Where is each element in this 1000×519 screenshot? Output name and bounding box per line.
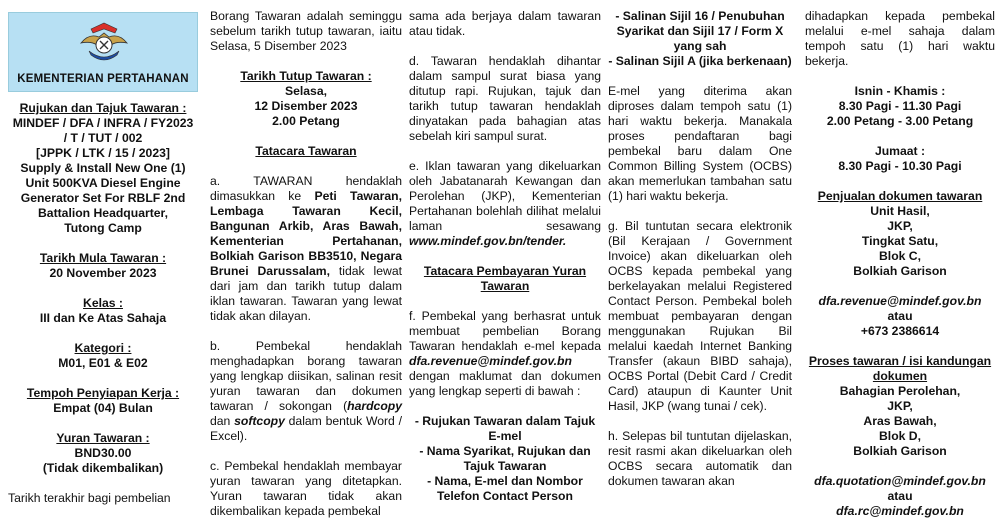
requirement-item: - Nama Syarikat, Rujukan dan Tajuk Tawaran [419, 444, 591, 473]
address-line: Blok C, [879, 249, 921, 263]
payment-procedure-heading: Tatacara Pembayaran Yuran Tawaran [423, 264, 587, 293]
revenue-email-link[interactable]: dfa.revenue@mindef.gov.bn [409, 354, 572, 368]
paragraph-h: h. Selepas bil tuntutan dijelaskan, resit rasmi akan dikeluarkan oleh OCBS secara automatik dan dokumen tawaran akan [608, 429, 792, 488]
reference-line: Generator Set For RBLF 2nd [20, 191, 186, 205]
paragraph-h-continued: dihadapkan kepada pembekal melalui e-mel sahaja dalam tempoh satu (1) hari waktu bekerja. [805, 9, 995, 68]
procedure-heading: Tatacara Tawaran [255, 144, 357, 158]
friday-hours-heading: Jumaat : [874, 144, 926, 158]
paragraph-c: c. Pembekal hendaklah membayar yuran tawaran yang ditetapkan. Yuran tawaran tidak akan dikembalikan kepada pembekal [210, 459, 402, 518]
rc-email-link[interactable]: dfa.rc@mindef.gov.bn [836, 504, 964, 518]
fee-note: (Tidak dikembalikan) [42, 461, 164, 475]
kementerian-pertahanan-emblem [79, 19, 129, 69]
reference-line: Supply & Install New One (1) [20, 161, 186, 175]
email-requirements-list [409, 414, 601, 504]
requirement-item: - Nama, E-mel dan Nombor Telefon Contact Person [427, 474, 583, 503]
address-line: Bolkiah Garison [853, 264, 947, 278]
start-date-heading: Tarikh Mula Tawaran : [39, 251, 167, 265]
column-4 [608, 0, 792, 488]
weekday-hours-heading: Isnin - Khamis : [854, 84, 946, 98]
completion-period-value: Empat (04) Bulan [53, 401, 153, 415]
category-value: M01, E01 & E02 [58, 356, 148, 370]
column-1 [8, 0, 198, 505]
tender-website-link[interactable]: www.mindef.gov.bn/tender. [409, 234, 567, 248]
document-sales-heading: Penjualan dokumen tawaran [817, 189, 983, 203]
or-label: atau [887, 489, 913, 503]
document-requirements-list [608, 9, 792, 69]
email-processing-paragraph: E-mel yang diterima akan diproses dalam tempoh satu (1) hari waktu bekerja. Manakala proses pendaftaran bagi pembekal baru dalam One Common Billing System (OCBS) akan memerlukan tambahan satu (1) hari waktu bekerja. [608, 84, 792, 203]
friday-hours: 8.30 Pagi - 10.30 Pagi [838, 159, 962, 173]
paragraph-g: g. Bil tuntutan secara elektronik (Bil Kerajaan / Government Invoice) akan dikeluarkan oleh OCBS kepada pembekal yang berkelayakan melalui Registered Contact Person. Pembekal boleh membuat pembayaran dengan menggunakan Rujukan Bil melalui kaedah Internet Banking Transfer (akaun BIBD sahaja), OCBS Portal (Debit Card / Credit Card) ataupun di Kaunter Unit Hasil, JKP (wang tunai / cek). [608, 219, 792, 413]
column-5 [805, 0, 995, 518]
weekday-hours-morning: 8.30 Pagi - 11.30 Pagi [838, 99, 962, 113]
closing-day: Selasa, [284, 84, 327, 98]
paragraph-c-continued: sama ada berjaya dalam tawaran atau tidak. [409, 9, 601, 38]
completion-period-heading: Tempoh Penyiapan Kerja : [26, 386, 180, 400]
start-date-value: 20 November 2023 [49, 266, 157, 280]
category-heading: Kategori : [74, 341, 132, 355]
address-line: Aras Bawah, [863, 414, 937, 428]
requirement-item: - Rujukan Tawaran dalam Tajuk E-mel [414, 414, 596, 443]
closing-date: 12 Disember 2023 [254, 99, 358, 113]
column-3 [409, 0, 601, 503]
reference-line: MINDEF / DFA / INFRA / FY2023 [12, 116, 194, 130]
address-line: Blok D, [879, 429, 921, 443]
address-line: Bolkiah Garison [853, 444, 947, 458]
address-line: JKP, [887, 219, 913, 233]
sales-phone[interactable]: +673 2386614 [860, 324, 940, 338]
closing-date-heading: Tarikh Tutup Tawaran : [240, 69, 372, 83]
address-line: JKP, [887, 399, 913, 413]
paragraph-d: d. Tawaran hendaklah dihantar dalam sampul surat biasa yang ditutup rapi. Rujukan, tajuk dan tarikh tutup tawaran hendaklah dinyatakan pada bahagian atas sebelah kiri sampul surat. [409, 54, 601, 143]
column-2 [210, 0, 402, 518]
reference-line: / T / TUT / 002 [63, 131, 143, 145]
weekday-hours-afternoon: 2.00 Petang - 3.00 Petang [826, 114, 974, 128]
address-line: Unit Hasil, [870, 204, 930, 218]
sales-email-link[interactable]: dfa.revenue@mindef.gov.bn [818, 294, 982, 308]
paragraph-f: f. Pembekal yang berhasrat untuk membuat pembelian Borang Tawaran hendaklah e-mel kepada dfa.revenue@mindef.gov.bn dengan maklumat dan dokumen yang lengkap seperti di bawah : [409, 309, 601, 398]
address-line: Tingkat Satu, [861, 234, 939, 248]
class-value: III dan Ke Atas Sahaja [39, 311, 167, 325]
intro-paragraph: Borang Tawaran adalah seminggu sebelum tarikh tutup tawaran, iaitu Selasa, 5 Disember 2023 [210, 9, 402, 53]
closing-time: 2.00 Petang [272, 114, 340, 128]
paragraph-e: e. Iklan tawaran yang dikeluarkan oleh Jabatanarah Kewangan dan Perolehan (JKP), Kementerian Pertahanan bolehlah dilihat melalui laman sesawang www.mindef.gov.bn/tender. [409, 159, 601, 248]
paragraph-b: b. Pembekal hendaklah menghadapkan borang tawaran yang lengkap diisikan, salinan resit yuran tawaran dan dokumen tawaran / sokongan (hardcopy dan softcopy dalam bentuk Word / Excel). [210, 339, 402, 443]
enquiry-address [805, 384, 995, 459]
requirement-item: - Salinan Sijil A (jika berkenaan) [608, 54, 792, 68]
or-label: atau [887, 309, 913, 323]
address-line: Bahagian Perolehan, [839, 384, 961, 398]
ministry-title: KEMENTERIAN PERTAHANAN [17, 73, 189, 85]
requirement-item: - Salinan Sijil 16 / Penubuhan Syarikat dan Sijil 17 / Form X yang sah [615, 9, 785, 53]
reference-lines [8, 116, 198, 236]
reference-line: Battalion Headquarter, [37, 206, 169, 220]
document-sales-address [805, 204, 995, 279]
fee-value: BND30.00 [74, 446, 132, 460]
reference-line: [JPPK / LTK / 15 / 2023] [36, 146, 170, 160]
class-heading: Kelas : [83, 296, 123, 310]
reference-line: Unit 500KVA Diesel Engine [25, 176, 181, 190]
purchase-deadline-text: Tarikh terakhir bagi pembelian [8, 491, 171, 505]
enquiry-heading: Proses tawaran / isi kandungan dokumen [808, 354, 992, 383]
ministry-banner [8, 12, 198, 92]
paragraph-a: a. TAWARAN hendaklah dimasukkan ke Peti Tawaran, Lembaga Tawaran Kecil, Bangunan Arkib, Aras Bawah, Kementerian Pertahanan, Bolkiah Garison BB3510, Negara Brunei Darussalam, tidak lewat dari jam dan tarikh tutup dalam iklan tawaran. Tawaran yang lewat tidak akan dilayan. [210, 174, 402, 323]
fee-heading: Yuran Tawaran : [56, 431, 150, 445]
quotation-email-link[interactable]: dfa.quotation@mindef.gov.bn [814, 474, 986, 488]
reference-heading: Rujukan dan Tajuk Tawaran : [19, 101, 187, 115]
reference-line: Tutong Camp [64, 221, 142, 235]
